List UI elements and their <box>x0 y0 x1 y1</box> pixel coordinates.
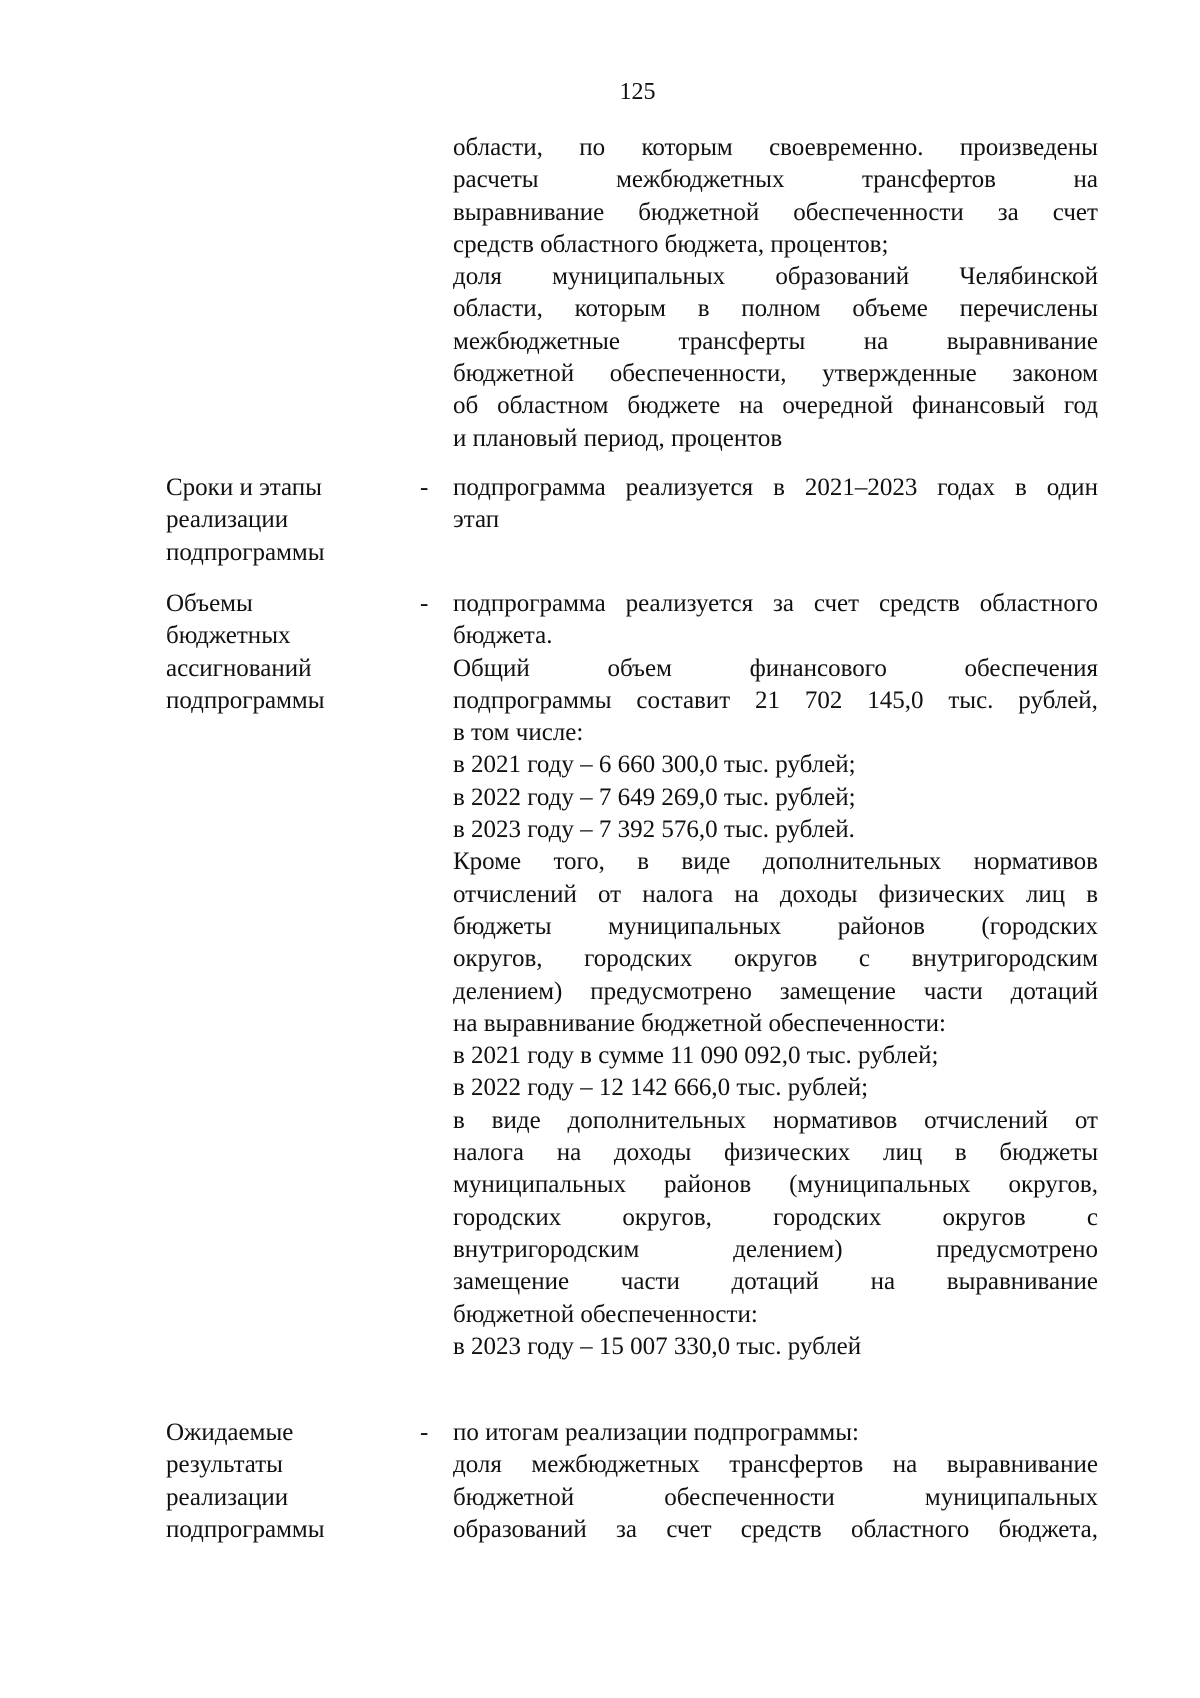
content-word: городских <box>773 1203 882 1231</box>
content-line <box>453 1299 1098 1331</box>
content-line <box>453 976 1098 1008</box>
content-word: один <box>1046 474 1098 501</box>
content-word: в 2021 году – 6 660 300,0 тыс. рублей; <box>453 751 856 779</box>
content-word: физических <box>878 880 1005 908</box>
content-word: межбюджетных <box>531 1451 700 1479</box>
content-word: лиц <box>1025 880 1066 908</box>
content-word: обеспеченности <box>793 198 964 226</box>
content-word: финансовый <box>911 392 1045 420</box>
content-line <box>453 1482 1098 1514</box>
row-dash: - <box>420 590 429 617</box>
content-word: в <box>954 1139 967 1167</box>
content-word: по <box>579 134 606 161</box>
content-line <box>453 653 1098 685</box>
content-word: обеспечения <box>964 654 1098 682</box>
content-word: подпрограмма <box>453 474 606 501</box>
row-content <box>453 132 1098 455</box>
content-word: 2021–2023 <box>804 474 918 501</box>
content-word: в том числе: <box>453 719 584 747</box>
row-label-line: бюджетных <box>166 622 291 650</box>
content-line <box>453 717 1098 749</box>
content-word: области, <box>453 295 543 323</box>
content-word: округов, <box>622 1203 712 1231</box>
row-label-line: подпрограммы <box>166 538 325 566</box>
content-word: нормативов <box>973 848 1098 876</box>
content-word: области, <box>453 134 543 161</box>
content-word: в 2022 году – 7 649 269,0 тыс. рублей; <box>453 783 856 811</box>
content-word: замещение <box>779 977 896 1005</box>
content-word: муниципальных <box>552 263 726 291</box>
row-label <box>166 588 376 717</box>
content-word: выравнивание <box>946 327 1098 355</box>
content-word: дотаций <box>731 1268 819 1296</box>
content-line <box>453 423 1098 455</box>
content-line <box>453 1169 1098 1201</box>
row-label-line: реализации <box>166 506 289 534</box>
row-dash: - <box>420 1419 429 1446</box>
content-word: на <box>892 1451 918 1479</box>
content-line <box>453 132 1098 164</box>
content-line <box>453 1040 1098 1072</box>
content-word: средств <box>878 590 960 617</box>
content-word: городских <box>584 945 693 973</box>
content-line <box>453 1072 1098 1104</box>
content-word: нормативов <box>772 1106 898 1134</box>
content-word: бюджеты <box>453 912 552 940</box>
content-word: доля <box>453 1451 502 1479</box>
content-word: полном <box>741 295 821 323</box>
content-word: от <box>1074 1106 1098 1134</box>
content-line <box>453 1417 1098 1449</box>
content-word: в 2023 году – 7 392 576,0 тыс. рублей. <box>453 816 855 844</box>
content-word: районов <box>664 1171 752 1199</box>
content-line <box>453 358 1098 390</box>
content-word: областном <box>497 392 609 420</box>
content-line <box>453 504 1098 536</box>
row-label-line: результаты <box>166 1451 283 1479</box>
page-number: 125 <box>619 79 656 105</box>
content-word: бюджете <box>627 392 721 420</box>
content-word: того, <box>553 848 605 876</box>
content-word: округов <box>942 1203 1026 1231</box>
content-word: реализуется <box>625 474 754 501</box>
content-word: отчислений <box>924 1106 1049 1134</box>
content-line <box>453 943 1098 975</box>
content-word: счет <box>813 590 860 617</box>
content-word: виде <box>681 848 731 876</box>
content-word: трансфертов <box>729 1451 864 1479</box>
content-word: объеме <box>852 295 928 323</box>
content-word: Челябинской <box>959 263 1098 291</box>
content-word: рублей, <box>1018 686 1098 714</box>
row-label-line: подпрограммы <box>166 686 325 714</box>
content-word: в <box>1086 880 1098 908</box>
content-word: округов <box>734 945 818 973</box>
content-word: подпрограммы <box>453 686 612 714</box>
content-word: внутригородским <box>911 945 1098 973</box>
content-line <box>453 1514 1098 1546</box>
row-label <box>166 472 376 569</box>
content-word: подпрограмма <box>453 590 606 617</box>
content-line <box>453 685 1098 717</box>
content-word: Кроме <box>453 848 522 876</box>
content-line <box>453 1105 1098 1137</box>
content-word: замещение <box>453 1268 570 1296</box>
content-word: выравнивание <box>946 1268 1098 1296</box>
content-line <box>453 1331 1098 1363</box>
content-word: образований <box>453 1515 587 1543</box>
content-line <box>453 1449 1098 1481</box>
content-word: от <box>597 880 622 908</box>
content-word: в 2021 году в сумме 11 090 092,0 тыс. рублей; <box>453 1042 939 1070</box>
content-line <box>453 588 1098 620</box>
content-word: об <box>453 392 479 420</box>
content-word: произведены <box>959 134 1098 161</box>
content-word: предусмотрено <box>590 977 752 1005</box>
content-line <box>453 846 1098 878</box>
content-line <box>453 229 1098 261</box>
content-word: доля <box>453 263 502 291</box>
content-line <box>453 1266 1098 1298</box>
content-word: (муниципальных <box>789 1171 971 1199</box>
content-word: областного <box>979 590 1098 617</box>
content-word: счет <box>1052 198 1098 226</box>
content-line <box>453 293 1098 325</box>
content-word: дотаций <box>1010 977 1098 1005</box>
content-line <box>453 261 1098 293</box>
content-word: счет <box>666 1515 712 1543</box>
content-word: межбюджетных <box>616 166 785 194</box>
content-word: муниципальных <box>608 912 782 940</box>
content-word: налога <box>642 880 714 908</box>
content-word: бюджета. <box>453 622 553 650</box>
content-word: на <box>1073 166 1098 194</box>
content-word: на <box>739 392 764 420</box>
content-word: делением) <box>733 1235 843 1263</box>
content-word: доходы <box>613 1139 692 1167</box>
content-word: образований <box>775 263 910 291</box>
content-word: средств <box>740 1515 822 1543</box>
content-word: части <box>620 1268 680 1296</box>
content-word: Общий <box>453 654 530 682</box>
content-word: средств областного бюджета, процентов; <box>453 230 889 258</box>
content-word: бюджетной обеспеченности: <box>453 1300 758 1328</box>
content-word: городских <box>453 1203 562 1231</box>
content-word: по итогам реализации подпрограммы: <box>453 1419 859 1446</box>
content-word: бюджетной <box>453 360 575 388</box>
content-word: на <box>556 1139 582 1167</box>
content-word: год <box>1063 392 1098 420</box>
content-word: выравнивание <box>453 198 605 226</box>
content-word: муниципальных <box>924 1483 1098 1511</box>
content-line <box>453 620 1098 652</box>
content-line <box>453 1234 1098 1266</box>
content-word: на <box>734 880 759 908</box>
content-word: части <box>923 977 983 1005</box>
content-word: межбюджетные <box>453 327 620 355</box>
content-word: лиц <box>882 1139 923 1167</box>
content-word: муниципальных <box>453 1171 627 1199</box>
content-word: 145,0 <box>867 686 924 714</box>
content-word: объем <box>607 654 672 682</box>
content-word: в <box>773 474 785 501</box>
content-line <box>453 390 1098 422</box>
content-word: с <box>1086 1203 1098 1231</box>
content-line <box>453 1137 1098 1169</box>
row-label <box>166 1417 376 1546</box>
content-word: обеспеченности, <box>609 360 787 388</box>
content-word: внутригородским <box>453 1235 640 1263</box>
content-line <box>453 197 1098 229</box>
content-word: трансфертов <box>861 166 996 194</box>
content-line <box>453 749 1098 781</box>
content-word: обеспеченности <box>664 1483 835 1511</box>
content-word: в 2023 году – 15 007 330,0 тыс. рублей <box>453 1332 862 1360</box>
content-word: этап <box>453 506 500 534</box>
row-content <box>453 472 1098 537</box>
content-word: которым <box>641 134 733 161</box>
content-word: за <box>772 590 794 617</box>
row-content <box>453 1417 1098 1546</box>
content-word: и плановый период, процентов <box>453 424 783 452</box>
content-word: виде <box>491 1106 541 1134</box>
content-word: бюджетной <box>453 1483 575 1511</box>
content-line <box>453 879 1098 911</box>
content-word: тыс. <box>948 686 994 714</box>
content-word: очередной <box>782 392 894 420</box>
content-word: бюджеты <box>999 1139 1098 1167</box>
content-word: перечислены <box>959 295 1098 323</box>
content-word: за <box>616 1515 638 1543</box>
row-label-line: Сроки и этапы <box>166 474 322 501</box>
content-word: в <box>697 295 710 323</box>
content-word: налога <box>453 1139 525 1167</box>
content-line <box>453 911 1098 943</box>
content-word: расчеты <box>453 166 539 194</box>
content-word: на выравнивание бюджетной обеспеченности: <box>453 1009 946 1037</box>
content-word: округов, <box>453 945 543 973</box>
content-word: бюджетной <box>638 198 760 226</box>
content-word: на <box>863 327 889 355</box>
content-line <box>453 326 1098 358</box>
content-word: 702 <box>804 686 843 714</box>
content-line <box>453 782 1098 814</box>
content-word: которым <box>574 295 666 323</box>
content-word: реализуется <box>625 590 754 617</box>
content-word: законом <box>1012 360 1098 388</box>
content-word: за <box>997 198 1019 226</box>
content-word: в 2022 году – 12 142 666,0 тыс. рублей; <box>453 1074 869 1102</box>
content-word: бюджета, <box>998 1515 1098 1543</box>
content-word: годах <box>937 474 995 501</box>
content-word: с <box>858 945 870 973</box>
row-label-line: Ожидаемые <box>166 1419 294 1446</box>
content-word: в <box>1014 474 1027 501</box>
content-word: округов, <box>1008 1171 1098 1199</box>
content-line <box>453 814 1098 846</box>
content-word: предусмотрено <box>936 1235 1098 1263</box>
row-content <box>453 588 1098 1363</box>
content-word: дополнительных <box>567 1106 747 1134</box>
row-label-line: Объемы <box>166 590 253 617</box>
content-word: трансферты <box>678 327 806 355</box>
content-word: областного <box>851 1515 970 1543</box>
content-word: районов <box>837 912 925 940</box>
row-label-line: реализации <box>166 1483 289 1511</box>
content-word: финансового <box>749 654 887 682</box>
content-line <box>453 1202 1098 1234</box>
content-word: в <box>637 848 650 876</box>
content-word: утвержденные <box>822 360 977 388</box>
content-word: доходы <box>779 880 858 908</box>
content-word: своевременно. <box>769 134 924 161</box>
content-line <box>453 1008 1098 1040</box>
content-word: делением) <box>453 977 563 1005</box>
content-word: дополнительных <box>762 848 942 876</box>
content-word: (городских <box>981 912 1098 940</box>
content-line <box>453 472 1098 504</box>
content-word: на <box>870 1268 896 1296</box>
content-word: физических <box>724 1139 851 1167</box>
row-dash: - <box>420 474 429 501</box>
content-line <box>453 164 1098 196</box>
content-word: выравнивание <box>946 1451 1098 1479</box>
content-word: в <box>453 1106 465 1134</box>
row-label-line: ассигнований <box>166 654 312 682</box>
content-word: составит <box>636 686 731 714</box>
content-word: 21 <box>755 686 781 714</box>
content-word: отчислений <box>453 880 577 908</box>
row-label-line: подпрограммы <box>166 1515 325 1543</box>
